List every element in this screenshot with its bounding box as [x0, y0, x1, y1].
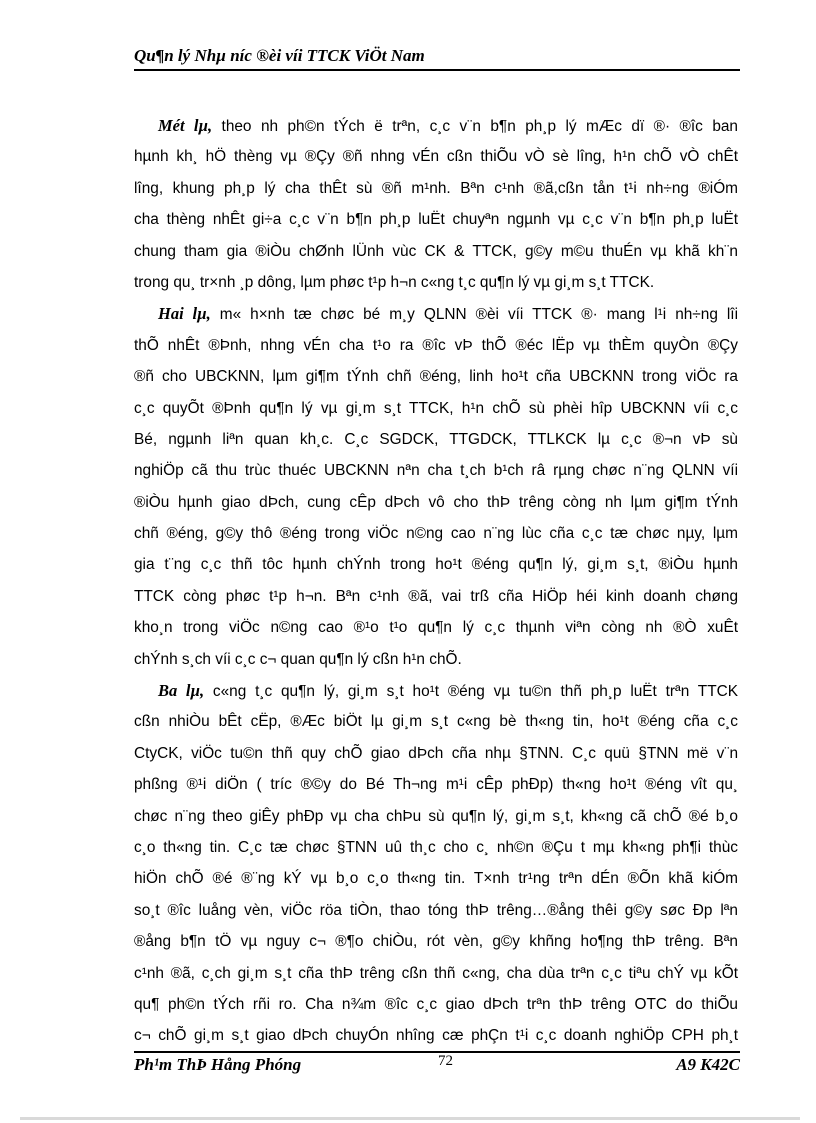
paragraph-line: c¸c quyÕt ®Þnh qu¶n lý vµ gi¸m s¸t TTCK, h¹n chÕ sù phèi hîp UBCKNN víi c¸c — [134, 399, 738, 417]
paragraph-line: c¸o th«ng tin. C¸c tæ chøc §TNN uû th¸c cho c¸ nh©n ®Çu t mµ kh«ng ph¶i thùc — [134, 838, 738, 856]
paragraph-line: Ba lµ, c«ng t¸c qu¶n lý, gi¸m s¸t ho¹t ®éng vµ tu©n thñ ph¸p luËt trªn TTCK — [158, 681, 738, 701]
paragraph-line: trong qu¸ tr×nh ¸p dông, lµm phøc t¹p h¬n c«ng t¸c qu¶n lý vµ gi¸m s¸t TTCK. — [134, 273, 655, 291]
footer-class-code: A9 K42C — [676, 1055, 740, 1074]
paragraph-line: cßn nhiÒu bÊt cËp, ®Æc biÖt lµ gi¸m s¸t c«ng bè th«ng tin, ho¹t ®éng cña c¸c — [134, 713, 738, 731]
footer-author: Ph¹m ThÞ Hång Phóng — [134, 1055, 302, 1074]
paragraph-line: phßng ®¹i diÖn ( tríc ®©y do Bé Th¬ng m¹i cÊp phÐp) th«ng ho¹t ®éng vît qu¸ — [134, 776, 738, 794]
paragraph-3 — [134, 675, 738, 1052]
paragraph-2 — [134, 298, 738, 675]
paragraph-line: Bé, ngµnh liªn quan kh¸c. C¸c SGDCK, TTGDCK, TTLKCK lµ c¸c ®¬n vÞ sù — [134, 430, 738, 448]
paragraph-lead: Hai lµ, — [158, 304, 211, 324]
paragraph-line: CtyCK, viÖc tu©n thñ quy chÕ giao dÞch cña nhµ §TNN. C¸c quü §TNN më v¨n — [134, 744, 738, 762]
paragraph-line: chÝnh s¸ch víi c¸c c¬ quan qu¶n lý cßn h¹n chÕ. — [134, 650, 462, 668]
paragraph-line: hµnh kh¸ hÖ thèng vµ ®Çy ®ñ nhng vÉn cßn thiÕu vÒ sè lîng, h¹n chÕ vÒ chÊt — [134, 148, 738, 166]
running-header-title: Qu¶n lý Nhµ níc ®èi víi TTCK ViÖt Nam — [134, 46, 425, 65]
paragraph-line: lîng, khung ph¸p lý cha thÊt sù ®ñ m¹nh. Bªn c¹nh ®ã,cßn tån t¹i nh÷ng ®iÓm — [134, 179, 738, 197]
body-text — [134, 110, 738, 1052]
paragraph-lead: Ba lµ, — [158, 681, 205, 701]
page-bottom-shadow — [20, 1117, 800, 1120]
paragraph-line: Mét lµ, theo nh ph©n tÝch ë trªn, c¸c v¨n b¶n ph¸p lý mÆc dï ®· ®îc ban — [158, 116, 738, 135]
paragraph-line: cha thèng nhÊt gi÷a c¸c v¨n b¶n ph¸p luËt chuyªn ngµnh vµ c¸c v¨n b¶n ph¸p luËt — [134, 211, 738, 229]
paragraph-line: hiÖn chÕ ®é ®¨ng kÝ vµ b¸o c¸o th«ng tin. T×nh tr¹ng trªn dÉn ®Õn khã kiÓm — [134, 870, 738, 888]
paragraph-line: nghiÖp cã thu trùc thuéc UBCKNN nªn cha t¸ch b¹ch râ rµng chøc n¨ng QLNN víi — [134, 462, 738, 480]
paragraph-line: TTCK còng phøc t¹p h¬n. Bªn c¹nh ®ã, vai trß cña HiÖp héi kinh doanh chøng — [134, 587, 738, 605]
paragraph-line: chñ ®éng, g©y thô ®éng trong viÖc n©ng cao n¨ng lùc cña c¸c tæ chøc nµy, lµm — [134, 525, 738, 543]
paragraph-line: ®iÒu hµnh giao dÞch, cung cÊp dÞch vô cho thÞ trêng còng nh lµm gi¶m tÝnh — [134, 493, 738, 511]
paragraph-line: chung tham gia ®iÒu chØnh lÜnh vùc CK & TTCK, g©y m©u thuÉn vµ khã kh¨n — [134, 242, 738, 260]
paragraph-line: ®ång b¶n tÖ vµ nguy c¬ ®¶o chiÒu, rót vèn, g©y khñng ho¶ng thÞ trêng. Bªn — [134, 933, 738, 951]
paragraph-line: Hai lµ, m« h×nh tæ chøc bé m¸y QLNN ®èi víi TTCK ®· mang l¹i nh÷ng lîi — [158, 304, 738, 324]
paragraph-line: chøc n¨ng theo giÊy phÐp vµ cha chÞu sù qu¶n lý, gi¸m s¸t, kh«ng cã chÕ ®é b¸o — [134, 807, 738, 825]
paragraph-line: c¬ chÕ gi¸m s¸t giao dÞch chuyÓn nhîng cæ phÇn t¹i c¸c doanh nghiÖp CPH ph¸t — [134, 1027, 738, 1045]
paragraph-line: ®ñ cho UBCKNN, lµm gi¶m tÝnh chñ ®éng, linh ho¹t cña UBCKNN trong viÖc ra — [134, 368, 738, 386]
paragraph-lead: Mét lµ, — [158, 116, 213, 135]
paragraph-line: qu¶ ph©n tÝch rñi ro. Cha n¾m ®îc c¸c giao dÞch trªn thÞ trêng OTC do thiÕu — [134, 995, 738, 1013]
paragraph-line: thÕ nhÊt ®Þnh, nhng vÉn cha t¹o ra ®îc vÞ thÕ ®éc lËp vµ thÈm quyÒn ®Çy — [134, 336, 738, 354]
page-number: 72 — [438, 1053, 453, 1069]
paragraph-line: c¹nh ®ã, c¸ch gi¸m s¸t cña thÞ trêng cßn thñ c«ng, cha dùa trªn c¸c tiªu chÝ vµ kÕt — [134, 964, 738, 982]
paragraph-1 — [134, 110, 738, 298]
paragraph-line: so¸t ®îc luång vèn, viÖc röa tiÒn, thao tóng thÞ trêng…®ång thêi g©y søc Ðp lªn — [134, 901, 738, 919]
paragraph-line: gia t¨ng c¸c thñ tôc hµnh chÝnh trong ho¹t ®éng qu¶n lý, gi¸m s¸t, ®iÒu hµnh — [134, 556, 738, 574]
footer-divider — [134, 1051, 740, 1053]
paragraph-line: kho¸n trong viÖc n©ng cao ®¹o t¹o qu¶n lý c¸c thµnh viªn còng nh ®Ò xuÊt — [134, 619, 738, 637]
header-divider — [134, 69, 740, 71]
